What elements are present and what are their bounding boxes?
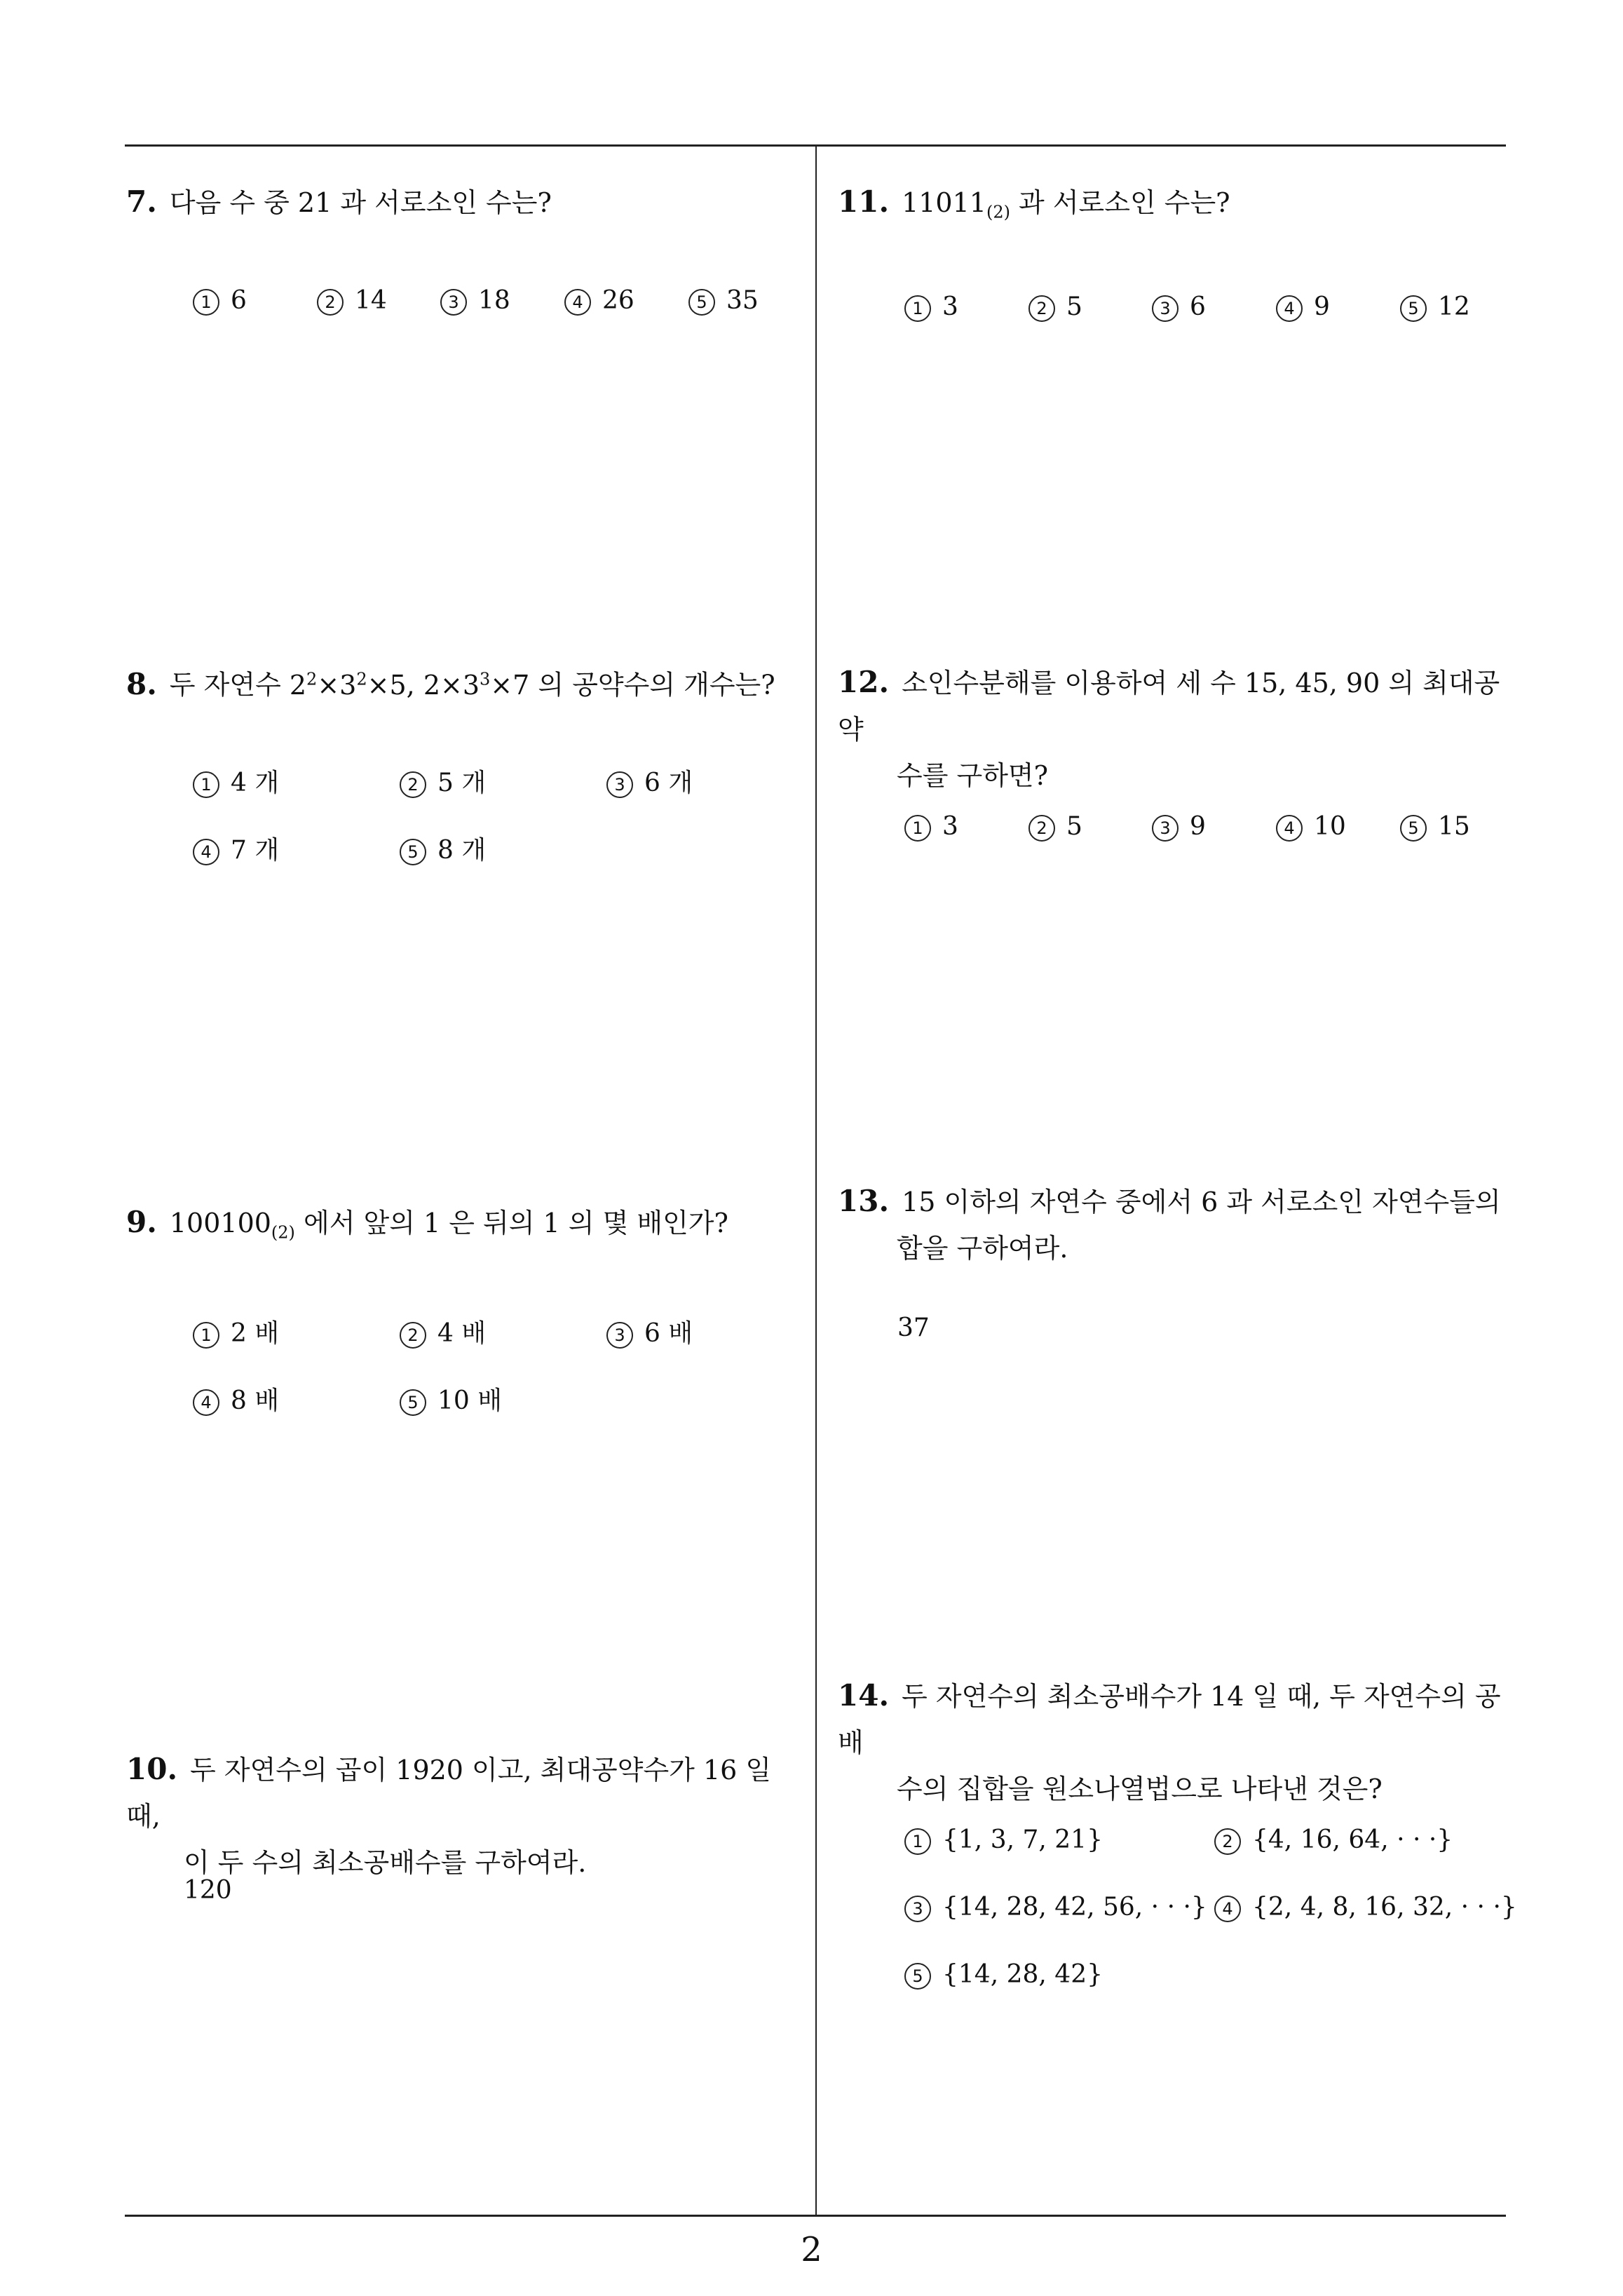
option[interactable] [400,1314,486,1349]
option-text: 3 [942,812,958,841]
option-number-icon: 3 [440,289,467,316]
option[interactable] [904,292,958,322]
option-text: 2 배 [231,1319,280,1348]
option[interactable] [400,763,486,799]
question-14 [838,1673,1525,1812]
option-text: 5 개 [437,769,487,797]
option-number-icon: 1 [904,295,931,322]
option-number-icon: 2 [1214,1828,1241,1855]
option[interactable] [606,763,693,799]
option[interactable] [193,1314,279,1349]
question-10-stem [126,1746,813,1839]
question-13 [838,1178,1525,1271]
option-number-icon: 4 [193,839,219,865]
option[interactable] [317,286,387,316]
option-text: 5 [1066,292,1082,321]
option-text: 4 개 [231,769,280,797]
question-7-stem [126,179,813,226]
question-text: 두 자연수의 곱이 1920 이고, 최대공약수가 16 일 때, [126,1755,772,1832]
option-number-icon: 1 [193,1322,219,1349]
option[interactable] [904,1825,1103,1855]
option-number-icon: 2 [1028,295,1055,322]
question-number: 14. [838,1678,890,1713]
option-number-icon: 5 [688,289,715,316]
option-text: {2, 4, 8, 16, 32, · · ·} [1252,1893,1517,1922]
option-text: 9 [1314,292,1330,321]
option-number-icon: 4 [1276,815,1303,842]
option-number-icon: 4 [193,1389,219,1416]
option-text: 3 [942,292,958,321]
question-12 [838,659,1525,799]
option-text: 9 [1190,812,1206,841]
option-text: 14 [355,286,387,315]
question-number: 12. [838,665,890,699]
option-number-icon: 4 [564,289,591,316]
question-text: 수를 구하면? [897,760,1048,791]
question-7 [126,179,813,226]
option[interactable] [1214,1825,1453,1855]
question-text: 이 두 수의 최소공배수를 구하여라. [184,1847,587,1878]
question-11 [838,179,1525,236]
binary-number: 100100 [169,1208,271,1238]
question-8 [126,656,820,708]
question-text: 합을 구하여라. [897,1233,1068,1264]
option-number-icon: 1 [904,815,931,842]
option[interactable] [1152,292,1206,322]
question-text: 15 이하의 자연수 중에서 6 과 서로소인 자연수들의 [902,1187,1501,1217]
option[interactable] [193,830,279,866]
option[interactable] [1028,812,1082,842]
option-text: 35 [726,286,759,315]
option[interactable] [440,286,510,316]
question-8-stem [126,656,820,708]
option[interactable] [606,1314,693,1349]
binary-number: 11011 [902,187,986,218]
question-13-stem [838,1178,1525,1225]
option-text: {14, 28, 42, 56, · · ·} [942,1893,1207,1922]
question-12-stem [838,659,1525,752]
column-divider [815,144,817,2217]
question-14-stem-cont [838,1766,1525,1812]
option-number-icon: 2 [1028,815,1055,842]
option[interactable] [1276,292,1330,322]
page-number: 2 [801,2230,822,2269]
option[interactable] [1400,292,1470,322]
option-text: 15 [1438,812,1470,841]
option-number-icon: 5 [400,839,426,865]
option-number-icon: 5 [1400,295,1427,322]
question-number: 11. [838,184,890,219]
option[interactable] [904,1960,1103,1990]
option-text: 4 배 [437,1319,487,1348]
option-number-icon: 3 [904,1896,931,1922]
question-number: 8. [126,666,157,701]
option[interactable] [688,286,759,316]
question-text: 의 공약수의 개수는? [529,669,775,701]
option[interactable] [1152,812,1206,842]
question-9 [126,1199,813,1256]
question-14-stem [838,1673,1525,1766]
option-text: {1, 3, 7, 21} [942,1825,1103,1854]
question-10 [126,1746,813,1886]
question-number: 7. [126,184,157,219]
option[interactable] [400,830,486,866]
option-number-icon: 5 [1400,815,1427,842]
question-13-answer: 37 [897,1314,930,1342]
option[interactable] [1400,812,1470,842]
option-number-icon: 3 [1152,295,1179,322]
option-text: 6 개 [644,769,693,797]
option-number-icon: 1 [193,771,219,798]
option-text: 6 [231,286,247,315]
question-text: 수의 집합을 원소나열법으로 나타낸 것은? [897,1774,1383,1804]
question-10-answer: 120 [184,1876,232,1905]
option[interactable] [904,812,958,842]
question-text: 두 자연수 [169,669,290,701]
option-text: {4, 16, 64, · · ·} [1252,1825,1453,1854]
option-number-icon: 4 [1214,1896,1241,1922]
option-text: 6 [1190,292,1206,321]
question-text: 소인수분해를 이용하여 세 수 15, 45, 90 의 최대공약 [838,668,1500,745]
option-number-icon: 3 [1152,815,1179,842]
option-number-icon: 2 [400,1322,426,1349]
option-text: 10 [1314,812,1346,841]
option-text: 8 개 [437,836,487,865]
math-expression: $2^2\times 3^2\times 5$, $2\times 3^3\times 7$ [289,669,530,701]
option-number-icon: 1 [193,289,219,316]
option[interactable] [1214,1893,1517,1922]
bottom-rule [125,2215,1506,2217]
option-text: 7 개 [231,836,280,865]
option[interactable] [193,763,279,799]
question-text: 다음 수 중 21 과 서로소인 수는? [169,187,552,218]
option[interactable] [1276,812,1346,842]
question-text: 과 서로소인 수는? [1010,187,1230,218]
question-11-stem [838,179,1525,236]
option-text: 26 [602,286,634,315]
question-12-stem-cont [838,752,1525,799]
option[interactable] [1028,292,1082,322]
option-number-icon: 4 [1276,295,1303,322]
option[interactable] [193,1381,279,1417]
option-text: 18 [478,286,510,315]
option-text: 6 배 [644,1319,693,1348]
option-number-icon: 2 [317,289,344,316]
option-text: {14, 28, 42} [942,1960,1103,1989]
option-number-icon: 3 [606,771,633,798]
question-text: 에서 앞의 1 은 뒤의 1 의 몇 배인가? [294,1208,728,1238]
option-number-icon: 2 [400,771,426,798]
question-number: 10. [126,1752,178,1786]
option-text: 8 배 [231,1386,280,1415]
option[interactable] [193,286,247,316]
option-text: 12 [1438,292,1470,321]
option-text: 10 배 [437,1386,503,1415]
base-subscript: (2) [986,202,1010,222]
question-number: 9. [126,1205,157,1239]
option[interactable] [904,1893,1207,1922]
option[interactable] [400,1381,502,1417]
question-number: 13. [838,1184,890,1218]
option-number-icon: 3 [606,1322,633,1349]
option-text: 5 [1066,812,1082,841]
question-text: 두 자연수의 최소공배수가 14 일 때, 두 자연수의 공배 [838,1681,1501,1758]
option[interactable] [564,286,634,316]
question-9-stem [126,1199,813,1256]
option-number-icon: 5 [400,1389,426,1416]
base-subscript: (2) [271,1222,295,1243]
option-number-icon: 5 [904,1963,931,1990]
question-13-stem-cont [838,1225,1525,1271]
option-number-icon: 1 [904,1828,931,1855]
